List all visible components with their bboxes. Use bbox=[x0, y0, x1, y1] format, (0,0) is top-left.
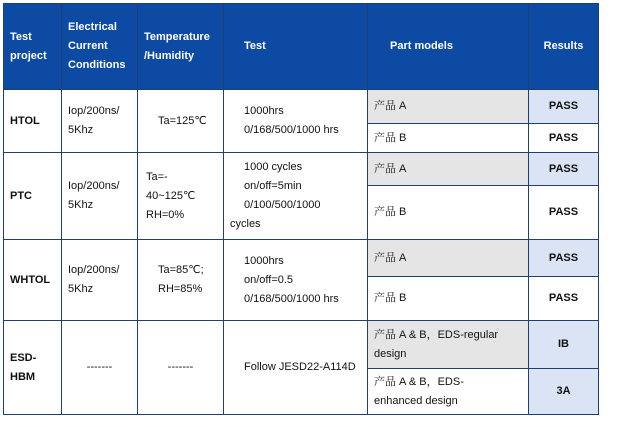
temp-whtol: Ta=85℃; RH=85% bbox=[138, 240, 224, 321]
table-row bbox=[4, 153, 599, 186]
current-esd-hbm: ------- bbox=[62, 321, 138, 415]
result-cell: 3A bbox=[529, 369, 599, 415]
part-model-cell: 产品 B bbox=[368, 186, 529, 240]
part-model-cell: 产品 A bbox=[368, 153, 529, 186]
result-cell: PASS bbox=[529, 153, 599, 186]
project-ptc: PTC bbox=[4, 153, 62, 240]
current-ptc: Iop/200ns/ 5Khz bbox=[62, 153, 138, 240]
header-row bbox=[4, 4, 599, 90]
test-htol: 1000hrs 0/168/500/1000 hrs bbox=[224, 90, 368, 153]
header-test: Test bbox=[224, 4, 368, 90]
result-cell: PASS bbox=[529, 240, 599, 277]
project-esd-hbm: ESD- HBM bbox=[4, 321, 62, 415]
header-results: Results bbox=[529, 4, 599, 90]
current-htol: Iop/200ns/ 5Khz bbox=[62, 90, 138, 153]
result-cell: PASS bbox=[529, 90, 599, 124]
header-part-models: Part models bbox=[368, 4, 529, 90]
project-htol: HTOL bbox=[4, 90, 62, 153]
temp-ptc: Ta=- 40~125℃ RH=0% bbox=[138, 153, 224, 240]
header-electrical-current: Electrical Current Conditions bbox=[62, 4, 138, 90]
reliability-test-table bbox=[3, 3, 599, 415]
table-row bbox=[4, 90, 599, 124]
result-cell: PASS bbox=[529, 277, 599, 321]
test-whtol: 1000hrs on/off=0.5 0/168/500/1000 hrs bbox=[224, 240, 368, 321]
part-model-cell: 产品 B bbox=[368, 124, 529, 153]
temp-htol: Ta=125℃ bbox=[138, 90, 224, 153]
project-whtol: WHTOL bbox=[4, 240, 62, 321]
test-ptc: 1000 cycles on/off=5min 0/100/500/1000 cycles bbox=[224, 153, 368, 240]
table-row bbox=[4, 240, 599, 277]
current-whtol: Iop/200ns/ 5Khz bbox=[62, 240, 138, 321]
result-cell: PASS bbox=[529, 124, 599, 153]
part-model-cell: 产品 A bbox=[368, 90, 529, 124]
test-esd-hbm: Follow JESD22-A114D bbox=[224, 321, 368, 415]
part-model-cell: 产品 A & B，EDS- enhanced design bbox=[368, 369, 529, 415]
result-cell: PASS bbox=[529, 186, 599, 240]
header-temperature-humidity: Temperature /Humidity bbox=[138, 4, 224, 90]
temp-esd-hbm: ------- bbox=[138, 321, 224, 415]
part-model-cell: 产品 B bbox=[368, 277, 529, 321]
table-row bbox=[4, 321, 599, 369]
part-model-cell: 产品 A & B，EDS-regular design bbox=[368, 321, 529, 369]
header-test-project: Test project bbox=[4, 4, 62, 90]
part-model-cell: 产品 A bbox=[368, 240, 529, 277]
result-cell: IB bbox=[529, 321, 599, 369]
